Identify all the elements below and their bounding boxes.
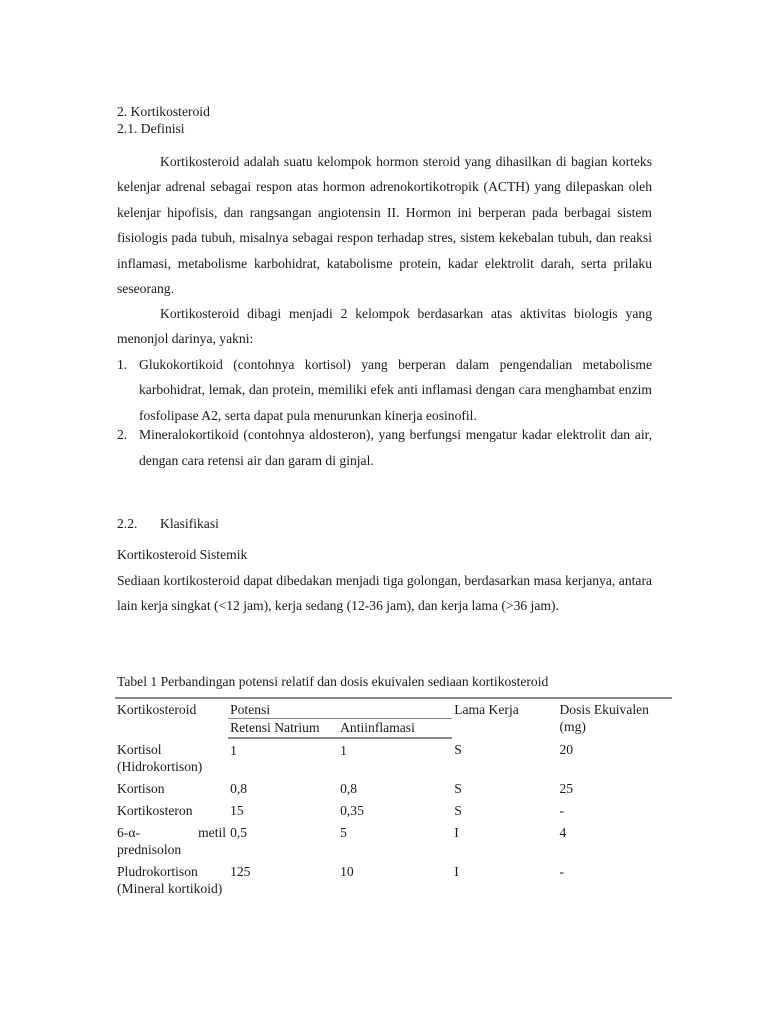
subsection-title-definisi: 2.1. Definisi: [117, 121, 185, 136]
cell-name-part3: prednisolon: [117, 842, 182, 857]
subsection-title-klasifikasi: Klasifikasi: [160, 516, 219, 531]
table-row: [115, 777, 672, 799]
cell-antiinflamasi: 0,35: [340, 803, 364, 818]
table-caption: Tabel 1 Perbandingan potensi relatif dan dosis ekuivalen sediaan kortikosteroid: [117, 674, 549, 689]
cell-name: Kortison: [117, 781, 165, 796]
cell-lama-kerja: S: [454, 803, 462, 818]
cell-antiinflamasi: 5: [340, 825, 347, 840]
list-item: [117, 422, 652, 473]
cell-lama-kerja: I: [454, 825, 459, 840]
section-title: 2. Kortikosteroid: [117, 104, 210, 119]
cell-name: Kortisol (Hidrokortison): [117, 742, 203, 774]
table-header-row: [115, 698, 672, 719]
cell-dosis: 4: [559, 825, 567, 840]
cell-name-part1: 6-α-: [117, 825, 140, 840]
header-retensi-natrium: Retensi Natrium: [228, 719, 338, 739]
cell-lama-kerja: I: [454, 864, 459, 879]
cell-lama-kerja: S: [454, 781, 462, 796]
cell-name: Pludrokortison (Mineral kortikoid): [117, 864, 223, 896]
subheading-sistemik: Kortikosteroid Sistemik: [117, 547, 248, 562]
list-text: Mineralokortikoid (contohnya aldosteron), yang berfungsi mengatur kadar elektrolit dan air, dengan cara retensi air dan garam di ginjal.: [139, 427, 652, 468]
cell-retensi: 125: [230, 864, 251, 879]
cell-name-line1: [117, 824, 226, 841]
definition-paragraph-1: Kortikosteroid adalah suatu kelompok hormon steroid yang dihasilkan di bagian korteks kelenjar adrenal sebagai respon atas hormon adrenokortikotropik (ACTH) yang dilepaskan oleh kelenjar hipofisis, dan rangsangan angiotensin II. Hormon ini berperan pada berbagai sistem fisiologis pada tubuh, misalnya sebagai respon terhadap stres, sistem kekebalan tubuh, dan reaksi inflamasi, metabolisme karbohidrat, katabolisme protein, kadar elektrolit darah, serta prilaku seseorang.: [117, 154, 652, 297]
header-kortikosteroid: Kortikosteroid: [115, 698, 228, 738]
cell-retensi: 0,5: [230, 825, 248, 840]
cell-dosis: 25: [559, 781, 574, 796]
cell-name: [115, 821, 228, 860]
cell-dosis: -: [559, 864, 565, 879]
classification-paragraph: Sediaan kortikosteroid dapat dibedakan menjadi tiga golongan, berdasarkan masa kerjanya, antara lain kerja singkat (<12 jam), kerja sedang (12-36 jam), dan kerja lama (>36 jam).: [117, 573, 652, 614]
cell-retensi: 15: [230, 803, 244, 818]
header-potensi: Potensi: [228, 698, 452, 719]
header-dosis-ekuivalen: Dosis Ekuivalen (mg): [557, 698, 672, 738]
cell-retensi: 0,8: [230, 781, 248, 796]
corticosteroid-table: [115, 697, 672, 899]
definition-paragraph-2: Kortikosteroid dibagi menjadi 2 kelompok berdasarkan atas aktivitas biologis yang menonjol darinya, yakni:: [117, 306, 652, 347]
header-lama-kerja: Lama Kerja: [452, 698, 557, 738]
header-antiinflamasi: Antiinflamasi: [338, 719, 452, 739]
cell-dosis: -: [559, 803, 565, 818]
cell-name-part2: metil: [198, 825, 227, 840]
list-number: 1.: [117, 357, 128, 372]
cell-retensi: 1: [230, 743, 237, 758]
cell-dosis: 20: [559, 742, 574, 757]
cell-antiinflamasi: 10: [340, 864, 354, 879]
cell-antiinflamasi: 1: [340, 743, 347, 758]
table-row: [115, 860, 672, 899]
subsection-number-klasifikasi: 2.2.: [117, 516, 138, 531]
list-item: [117, 352, 652, 428]
table-row: [115, 821, 672, 860]
cell-lama-kerja: S: [454, 742, 462, 757]
table-row: [115, 799, 672, 821]
cell-antiinflamasi: 0,8: [340, 781, 358, 796]
corticosteroid-groups-list: [117, 352, 652, 473]
cell-name: Kortikosteron: [117, 803, 193, 818]
list-number: 2.: [117, 427, 128, 443]
table-row: [115, 738, 672, 777]
list-text: Glukokortikoid (contohnya kortisol) yang berperan dalam pengendalian metabolisme karbohidrat, lemak, dan protein, memiliki efek anti inflamasi dengan cara menghambat enzim fosfolipase A2, serta dapat pula menurunkan kinerja eosinofil.: [139, 357, 652, 423]
